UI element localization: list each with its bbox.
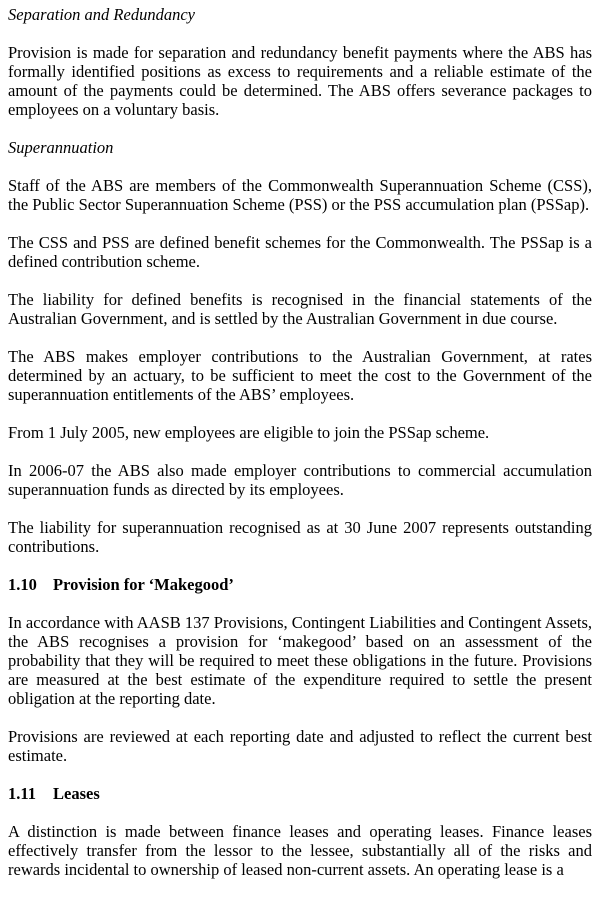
paragraph-css-pss-defined-benefit: The CSS and PSS are defined benefit schemes for the Commonwealth. The PSSap is a defined contribution scheme. [8,233,592,271]
subheading-superannuation: Superannuation [8,138,114,157]
paragraph-provisions-reviewed: Provisions are reviewed at each reporting date and adjusted to reflect the current best estimate. [8,727,592,765]
section-number: 1.11 [8,784,36,803]
paragraph-staff-membership-schemes: Staff of the ABS are members of the Commonwealth Superannuation Scheme (CSS), the Public Sector Superannuation Scheme (PSS) or the PSS accumulation plan (PSSap). [8,176,592,214]
section-title: Leases [53,784,100,803]
paragraph-aasb-137-makegood: In accordance with AASB 137 Provisions, Contingent Liabilities and Contingent Assets, the ABS recognises a provision for ‘makegood’ based on an assessment of the probability that they will be required to meet these obligations in the future. Provisions are measured at the best estimate of the expenditure required to settle the present obligation at the reporting date. [8,613,592,708]
paragraph-finance-vs-operating-leases: A distinction is made between finance leases and operating leases. Finance leases effectively transfer from the lessor to the lessee, substantially all of the risks and rewards incidental to ownership of leased non-current assets. An operating lease is a [8,822,592,879]
section-number: 1.10 [8,575,37,594]
subheading-separation-and-redundancy: Separation and Redundancy [8,5,195,24]
section-heading-provision-for-makegood [8,575,592,594]
section-heading-leases [8,784,592,803]
paragraph-pssap-eligibility: From 1 July 2005, new employees are eligible to join the PSSap scheme. [8,423,490,442]
section-title: Provision for ‘Makegood’ [53,575,234,594]
paragraph-superannuation-liability-30-june-2007: The liability for superannuation recognised as at 30 June 2007 represents outstanding contributions. [8,518,592,556]
paragraph-separation-provision: Provision is made for separation and redundancy benefit payments where the ABS has formally identified positions as excess to requirements and a reliable estimate of the amount of the payments could be determined. The ABS offers severance packages to employees on a voluntary basis. [8,43,592,119]
paragraph-liability-defined-benefits: The liability for defined benefits is recognised in the financial statements of the Australian Government, and is settled by the Australian Government in due course. [8,290,592,328]
paragraph-employer-contributions: The ABS makes employer contributions to the Australian Government, at rates determined by an actuary, to be sufficient to meet the cost to the Government of the superannuation entitlements of the ABS’ employees. [8,347,592,404]
paragraph-commercial-accumulation-funds: In 2006-07 the ABS also made employer contributions to commercial accumulation superannuation funds as directed by its employees. [8,461,592,499]
